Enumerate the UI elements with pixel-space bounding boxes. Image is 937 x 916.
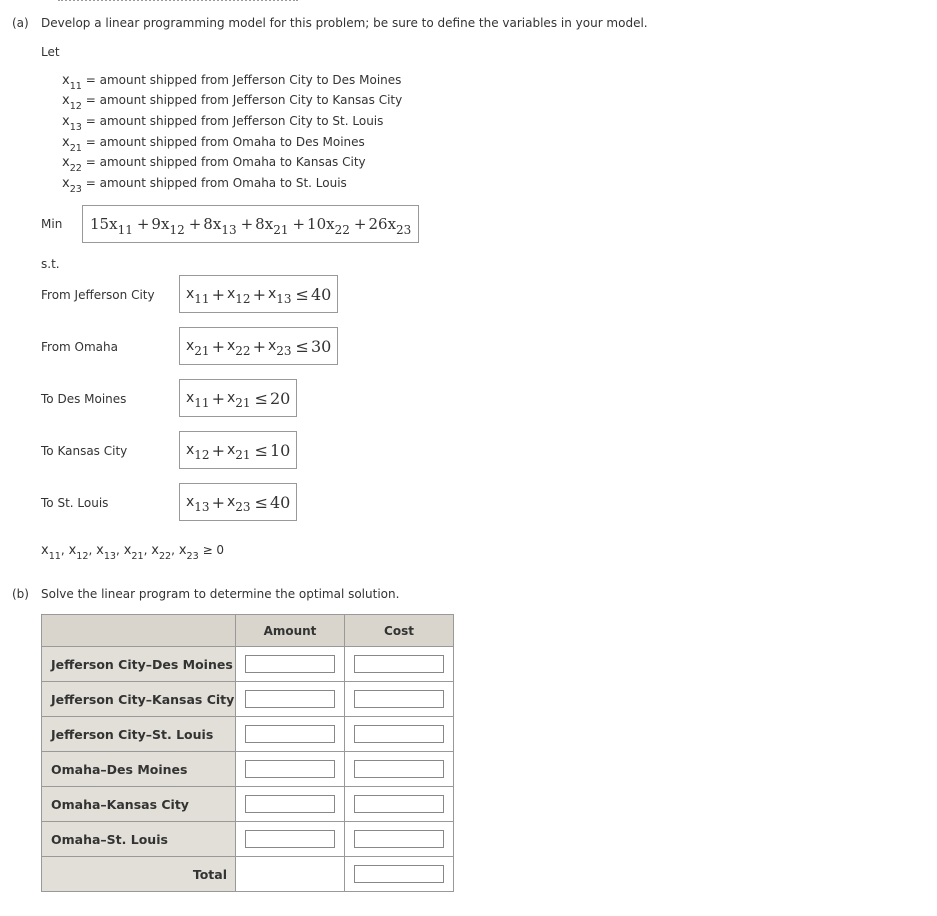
part-a-letter: (a): [12, 16, 29, 30]
amount-cell: [236, 822, 345, 857]
table-header-row: [42, 615, 454, 647]
obj-op: +: [188, 215, 202, 233]
constraint-rel: ≤: [254, 492, 268, 512]
objective-term: + $10x_{22}$: [292, 215, 350, 237]
def-sub: 22: [69, 163, 82, 174]
constraint-answer-box[interactable]: x 13 + x 23 ≤ 40: [179, 483, 297, 521]
nonneg-sub: 21: [131, 551, 144, 562]
table-row: [42, 752, 454, 787]
variable-definition: [62, 135, 365, 154]
part-b-prompt: Solve the linear program to determine the optimal solution.: [41, 587, 400, 601]
cost-cell: [345, 717, 454, 752]
constraint-sub: 21: [235, 396, 251, 410]
cost-input[interactable]: [354, 830, 444, 848]
st-label: s.t.: [41, 257, 60, 271]
constraint-answer-box[interactable]: x 12 + x 21 ≤ 10: [179, 431, 297, 469]
amount-input[interactable]: [245, 830, 335, 848]
constraint-answer-box[interactable]: x 11 + x 21 ≤ 20: [179, 379, 297, 417]
objective-term: $15x_{11}$: [90, 215, 133, 237]
nonnegativity-constraint: $x_{11}$, $x_{12}$, $x_{13}$, $x_{21}$, $x_{22}$, $x_{23} \ge 0$: [41, 543, 225, 562]
obj-sub: 22: [334, 223, 350, 237]
constraint-rhs: 10: [269, 440, 291, 460]
amount-cell: [236, 752, 345, 787]
constraint-sub: 13: [194, 500, 210, 514]
cost-input[interactable]: [354, 655, 444, 673]
def-var: x: [62, 176, 70, 191]
nonneg-sub: 12: [76, 551, 89, 562]
constraint-label: To Kansas City: [41, 444, 128, 458]
def-sub: 11: [69, 81, 82, 92]
amount-input[interactable]: [245, 655, 335, 673]
amount-input[interactable]: [245, 690, 335, 708]
constraint-label: From Omaha: [41, 340, 118, 354]
cost-cell: [345, 647, 454, 682]
total-row: [42, 857, 454, 892]
nonneg-sub: 11: [48, 551, 61, 562]
route-label: Omaha–Des Moines: [42, 752, 236, 787]
variable-definition: [62, 73, 402, 92]
def-var: x: [62, 73, 70, 88]
route-label: Omaha–Kansas City: [42, 787, 236, 822]
constraint-sub: 22: [235, 344, 251, 358]
header-amount: Amount: [236, 615, 345, 647]
def-text: = amount shipped from Jefferson City to St. Louis: [85, 114, 384, 128]
def-sub: 21: [69, 143, 82, 154]
cost-cell: [345, 682, 454, 717]
solution-table: [41, 614, 454, 892]
obj-coef: 10: [307, 215, 327, 233]
obj-sub: 13: [221, 223, 237, 237]
constraint-sub: 12: [194, 448, 210, 462]
total-label: Total: [42, 857, 236, 892]
part-a-prompt: Develop a linear programming model for this problem; be sure to define the variables in your model.: [41, 16, 648, 30]
def-var: x: [62, 114, 70, 129]
cost-cell: [345, 822, 454, 857]
obj-op: +: [292, 215, 306, 233]
part-b-letter: (b): [12, 587, 29, 601]
obj-sub: 23: [396, 223, 412, 237]
obj-coef: 26: [368, 215, 388, 233]
constraint-rhs: 30: [310, 336, 332, 356]
obj-sub: 12: [169, 223, 185, 237]
amount-input[interactable]: [245, 795, 335, 813]
cost-input[interactable]: [354, 760, 444, 778]
route-label: Omaha–St. Louis: [42, 822, 236, 857]
obj-coef: 15: [90, 215, 110, 233]
obj-op: +: [240, 215, 254, 233]
obj-coef: 8: [203, 215, 213, 233]
constraint-label: From Jefferson City: [41, 288, 155, 302]
obj-sub: 21: [273, 223, 289, 237]
variable-definition: [62, 176, 347, 195]
amount-cell: [236, 682, 345, 717]
route-label: Jefferson City–Kansas City: [42, 682, 236, 717]
objective-term: + $8x_{21}$: [240, 215, 289, 237]
constraint-rel: ≤: [254, 440, 268, 460]
constraint-rhs: 40: [310, 284, 332, 304]
cost-cell: [345, 752, 454, 787]
constraint-sub: 13: [276, 292, 292, 306]
constraint-label: To St. Louis: [41, 496, 109, 510]
def-sub: 13: [69, 122, 82, 133]
nonneg-rel: ≥ 0: [202, 543, 225, 557]
min-label: Min: [41, 217, 63, 231]
obj-coef: 9: [151, 215, 161, 233]
obj-op: +: [136, 215, 150, 233]
constraint-answer-box[interactable]: x 21 + x 22 + x 23 ≤ 30: [179, 327, 338, 365]
def-var: x: [62, 155, 70, 170]
def-var: x: [62, 93, 70, 108]
cost-input[interactable]: [354, 690, 444, 708]
constraint-sub: 21: [194, 344, 210, 358]
table-row: [42, 647, 454, 682]
obj-sub: 11: [117, 223, 133, 237]
nonneg-sub: 22: [158, 551, 172, 562]
route-label: Jefferson City–Des Moines: [42, 647, 236, 682]
objective-term: + $26x_{23}$: [353, 215, 412, 237]
variable-definition: [62, 93, 403, 112]
variable-definition: [62, 155, 366, 174]
table-row: [42, 682, 454, 717]
amount-cell: [236, 647, 345, 682]
def-text: = amount shipped from Omaha to Kansas City: [85, 155, 366, 169]
cost-input[interactable]: [354, 725, 444, 743]
table-row: [42, 717, 454, 752]
objective-term: + $8x_{13}$: [188, 215, 237, 237]
constraint-label: To Des Moines: [41, 392, 127, 406]
amount-input[interactable]: [245, 760, 335, 778]
cost-cell: [345, 787, 454, 822]
def-sub: 23: [69, 184, 82, 195]
constraint-sub: 21: [235, 448, 251, 462]
amount-input[interactable]: [245, 725, 335, 743]
constraint-rel: ≤: [254, 388, 268, 408]
variable-definition: [62, 114, 384, 133]
table-row: [42, 787, 454, 822]
constraint-rel: ≤: [295, 336, 309, 356]
table-row: [42, 822, 454, 857]
obj-coef: 8: [255, 215, 265, 233]
def-text: = amount shipped from Jefferson City to Des Moines: [85, 73, 402, 87]
let-label: Let: [41, 45, 60, 59]
constraint-sub: 23: [235, 500, 251, 514]
total-cost-input[interactable]: [354, 865, 444, 883]
header-cost: Cost: [345, 615, 454, 647]
total-amount-cell: [236, 857, 345, 892]
def-text: = amount shipped from Jefferson City to Kansas City: [85, 93, 403, 107]
objective-term: + $9x_{12}$: [136, 215, 185, 237]
nonneg-sub: 13: [103, 551, 117, 562]
constraint-sub: 11: [194, 396, 210, 410]
constraint-answer-box[interactable]: x 11 + x 12 + x 13 ≤ 40: [179, 275, 338, 313]
cost-input[interactable]: [354, 795, 444, 813]
constraint-rel: ≤: [295, 284, 309, 304]
objective-answer-box[interactable]: [82, 205, 419, 243]
def-sub: 12: [69, 101, 82, 112]
def-var: x: [62, 135, 70, 150]
cut-off-text-top: [58, 0, 318, 3]
constraint-sub: 23: [276, 344, 292, 358]
nonneg-sub: 23: [186, 551, 199, 562]
amount-cell: [236, 787, 345, 822]
obj-op: +: [353, 215, 367, 233]
header-blank: [42, 615, 236, 647]
def-text: = amount shipped from Omaha to Des Moines: [85, 135, 365, 149]
constraint-sub: 11: [194, 292, 210, 306]
route-label: Jefferson City–St. Louis: [42, 717, 236, 752]
amount-cell: [236, 717, 345, 752]
def-text: = amount shipped from Omaha to St. Louis: [85, 176, 347, 190]
total-cost-cell: [345, 857, 454, 892]
constraint-rhs: 20: [269, 388, 291, 408]
constraint-sub: 12: [235, 292, 251, 306]
constraint-rhs: 40: [269, 492, 291, 512]
